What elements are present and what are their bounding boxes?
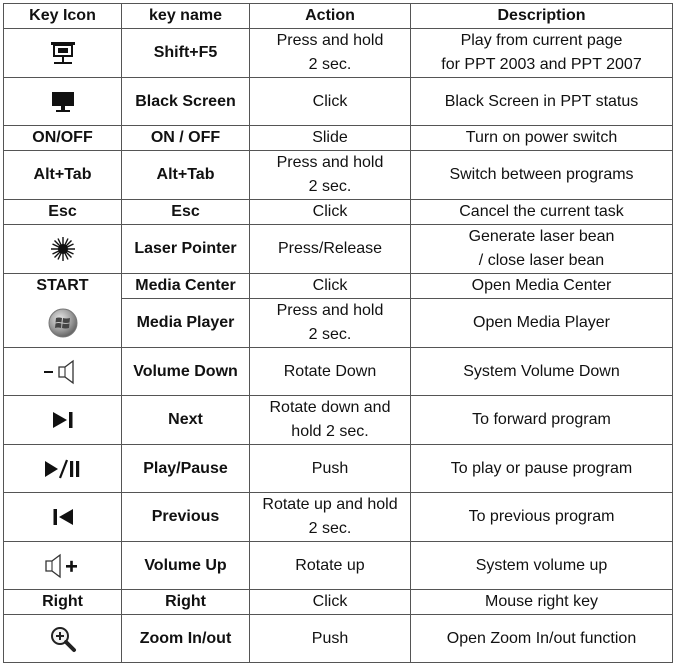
zoom-in-icon bbox=[49, 625, 77, 653]
key-name-cell: Right bbox=[122, 590, 250, 615]
key-name-cell: Shift+F5 bbox=[122, 29, 250, 78]
key-icon-cell bbox=[4, 299, 122, 348]
monitor-icon bbox=[51, 91, 75, 113]
description-cell: System Volume Down bbox=[411, 348, 673, 396]
description-cell bbox=[411, 29, 673, 78]
action-line: 2 sec. bbox=[308, 326, 352, 343]
key-name-cell: ON / OFF bbox=[122, 126, 250, 151]
action-line: Press and hold bbox=[276, 302, 384, 319]
header-key-icon: Key Icon bbox=[4, 4, 122, 29]
key-icon-text: Right bbox=[4, 590, 122, 615]
table-row bbox=[4, 542, 673, 590]
table-row bbox=[4, 299, 673, 348]
action-cell bbox=[250, 396, 411, 445]
table-row bbox=[4, 151, 673, 200]
table-row bbox=[4, 78, 673, 126]
volume-down-icon bbox=[43, 359, 83, 385]
action-line: Rotate down and bbox=[269, 399, 391, 416]
play-pause-icon bbox=[43, 459, 83, 479]
key-icon-cell bbox=[4, 29, 122, 78]
action-cell bbox=[250, 299, 411, 348]
key-name-cell: Next bbox=[122, 396, 250, 445]
description-line: for PPT 2003 and PPT 2007 bbox=[441, 56, 642, 73]
description-cell: Switch between programs bbox=[411, 151, 673, 200]
table-row bbox=[4, 200, 673, 225]
action-cell: Slide bbox=[250, 126, 411, 151]
description-cell bbox=[411, 225, 673, 274]
action-line: 2 sec. bbox=[308, 178, 352, 195]
description-line: / close laser bean bbox=[478, 252, 605, 269]
action-line: Rotate up and hold bbox=[262, 496, 398, 513]
table-row bbox=[4, 29, 673, 78]
key-name-cell: Laser Pointer bbox=[122, 225, 250, 274]
key-icon-text: START bbox=[4, 274, 122, 299]
table-row bbox=[4, 225, 673, 274]
key-icon-cell bbox=[4, 445, 122, 493]
key-name-cell: Media Center bbox=[122, 274, 250, 299]
action-line: hold 2 sec. bbox=[291, 423, 369, 440]
table-row bbox=[4, 445, 673, 493]
table-row bbox=[4, 615, 673, 663]
key-name-cell: Volume Down bbox=[122, 348, 250, 396]
description-cell: Mouse right key bbox=[411, 590, 673, 615]
next-track-icon bbox=[51, 410, 75, 430]
key-icon-cell bbox=[4, 615, 122, 663]
description-cell: To play or pause program bbox=[411, 445, 673, 493]
key-name-cell: Esc bbox=[122, 200, 250, 225]
description-cell: Turn on power switch bbox=[411, 126, 673, 151]
action-cell: Click bbox=[250, 274, 411, 299]
key-function-table bbox=[3, 3, 673, 663]
key-name-cell: Media Player bbox=[122, 299, 250, 348]
table-row bbox=[4, 590, 673, 615]
presentation-screen-icon bbox=[50, 41, 76, 65]
header-action: Action bbox=[250, 4, 411, 29]
action-cell: Click bbox=[250, 590, 411, 615]
key-icon-cell bbox=[4, 225, 122, 274]
action-line: Press and hold bbox=[276, 154, 384, 171]
key-icon-text: ON/OFF bbox=[4, 126, 122, 151]
key-icon-cell bbox=[4, 493, 122, 542]
description-line: Play from current page bbox=[460, 32, 623, 49]
key-icon-text: Esc bbox=[4, 200, 122, 225]
description-cell: Open Zoom In/out function bbox=[411, 615, 673, 663]
table-row bbox=[4, 274, 673, 299]
table-row bbox=[4, 396, 673, 445]
action-cell: Rotate Down bbox=[250, 348, 411, 396]
table-row bbox=[4, 493, 673, 542]
key-name-cell: Play/Pause bbox=[122, 445, 250, 493]
action-line: Press and hold bbox=[276, 32, 384, 49]
key-icon-cell bbox=[4, 78, 122, 126]
header-row bbox=[4, 4, 673, 29]
key-name-cell: Black Screen bbox=[122, 78, 250, 126]
previous-track-icon bbox=[51, 507, 75, 527]
action-cell: Push bbox=[250, 445, 411, 493]
table-row bbox=[4, 126, 673, 151]
key-name-cell: Previous bbox=[122, 493, 250, 542]
description-line: Generate laser bean bbox=[468, 228, 615, 245]
volume-up-icon bbox=[43, 553, 83, 579]
key-name-cell: Zoom In/out bbox=[122, 615, 250, 663]
description-cell: Open Media Player bbox=[411, 299, 673, 348]
description-cell: Cancel the current task bbox=[411, 200, 673, 225]
description-cell: System volume up bbox=[411, 542, 673, 590]
action-cell: Click bbox=[250, 200, 411, 225]
key-icon-cell bbox=[4, 542, 122, 590]
header-description: Description bbox=[411, 4, 673, 29]
laser-burst-icon bbox=[50, 236, 76, 262]
key-icon-cell bbox=[4, 348, 122, 396]
key-name-cell: Alt+Tab bbox=[122, 151, 250, 200]
key-icon-cell bbox=[4, 396, 122, 445]
action-line: 2 sec. bbox=[308, 520, 352, 537]
action-cell: Press/Release bbox=[250, 225, 411, 274]
header-key-name: key name bbox=[122, 4, 250, 29]
action-cell: Click bbox=[250, 78, 411, 126]
key-name-cell: Volume Up bbox=[122, 542, 250, 590]
action-line: 2 sec. bbox=[308, 56, 352, 73]
action-cell: Rotate up bbox=[250, 542, 411, 590]
windows-orb-icon bbox=[48, 308, 78, 338]
table-row bbox=[4, 348, 673, 396]
description-cell: To previous program bbox=[411, 493, 673, 542]
description-cell: Black Screen in PPT status bbox=[411, 78, 673, 126]
description-cell: To forward program bbox=[411, 396, 673, 445]
action-cell: Push bbox=[250, 615, 411, 663]
description-cell: Open Media Center bbox=[411, 274, 673, 299]
action-cell bbox=[250, 151, 411, 200]
action-cell bbox=[250, 29, 411, 78]
action-cell bbox=[250, 493, 411, 542]
key-icon-text: Alt+Tab bbox=[4, 151, 122, 200]
